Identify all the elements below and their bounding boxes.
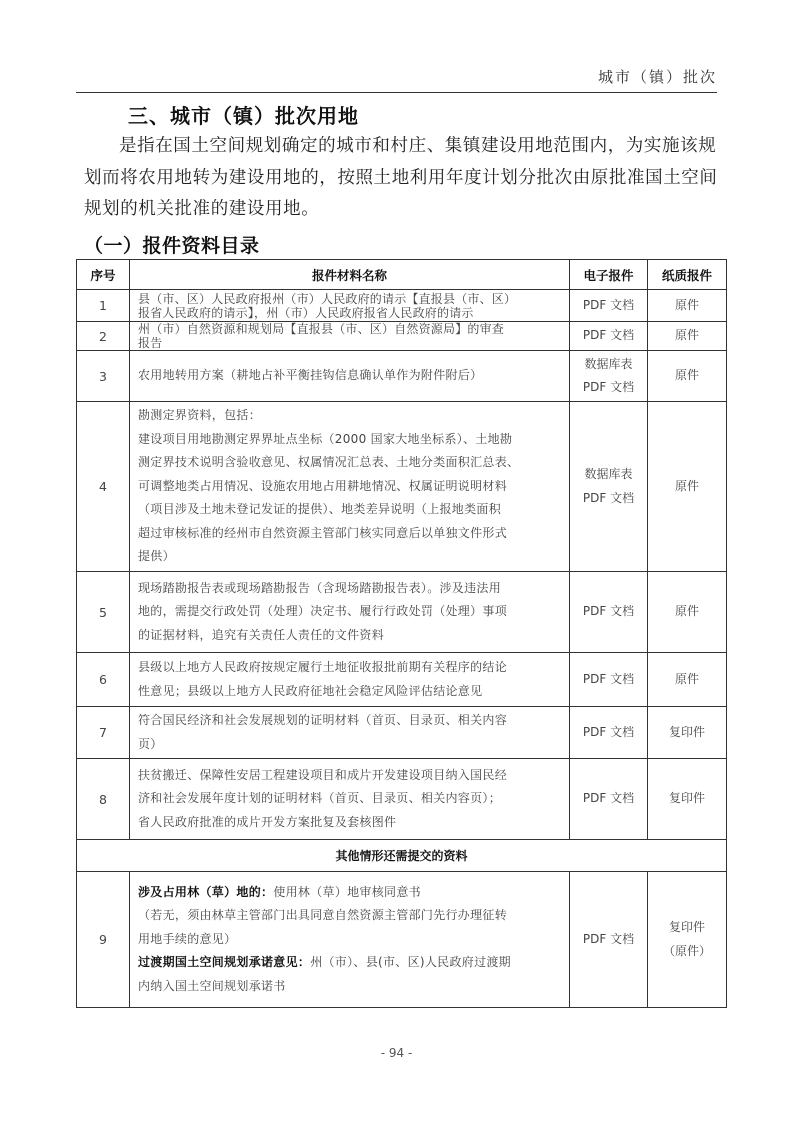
- paper-format-cell: [648, 402, 727, 572]
- table-row: [77, 351, 727, 402]
- material-name-line: 勘测定界资料，包括：: [138, 408, 262, 423]
- material-name-line: 可调整地类占用情况、设施农用地占用耕地情况、权属证明说明材料: [138, 478, 508, 493]
- header-rule: [76, 92, 717, 93]
- electronic-format: 数据库表: [584, 467, 633, 481]
- section-title: 三、城市（镇）批次用地: [128, 104, 359, 128]
- material-name-cell: [130, 322, 570, 351]
- row-number: 9: [77, 872, 130, 1008]
- column-header: 报件材料名称: [130, 260, 570, 290]
- material-name-line: 符合国民经济和社会发展规划的证明材料（首页、目录页、相关内容: [138, 713, 508, 727]
- material-name-cell: [130, 653, 570, 707]
- material-name-line: 济和社会发展年度计划的证明材料（首页、目录页、相关内容页）；: [138, 791, 502, 806]
- material-name-line: 省人民政府批准的成片开发方案批复及套核图件: [138, 814, 397, 829]
- row-number: 7: [77, 707, 130, 759]
- paper-format: 原件: [674, 671, 699, 686]
- paper-format-cell: [648, 351, 727, 402]
- paper-format: 原件: [674, 297, 699, 312]
- paper-format: （原件）: [662, 943, 711, 958]
- paper-format: 原件: [674, 604, 699, 619]
- material-name-line: [138, 881, 561, 905]
- row-number: 1: [77, 290, 130, 322]
- column-header: 纸质报件: [648, 260, 727, 290]
- electronic-format: PDF 文档: [582, 328, 635, 343]
- electronic-format-cell: [570, 322, 648, 351]
- material-name-cell: [130, 759, 570, 840]
- material-name-line: 性意见；县级以上地方人民政府征地社会稳定风险评估结论意见: [138, 683, 483, 698]
- row-number: 8: [77, 759, 130, 840]
- row-number: 4: [77, 402, 130, 572]
- section-row-label: 其他情形还需提交的资料: [77, 840, 727, 872]
- paper-format: 原件: [674, 478, 699, 493]
- material-name-line: 用地手续的意见）: [138, 931, 237, 946]
- material-heading: 涉及占用林（草）地的：: [138, 884, 274, 899]
- material-name-line: 页）: [138, 736, 163, 751]
- material-name-line: （项目涉及土地未登记发证的提供）、地类差异说明（上报地类面积: [138, 502, 502, 517]
- row-number: 2: [77, 322, 130, 351]
- electronic-format: PDF 文档: [582, 604, 635, 619]
- material-name-line: 地的，需提交行政处罚（处理）决定书、履行行政处罚（处理）事项: [138, 604, 508, 619]
- material-name-line: 报告: [138, 336, 163, 350]
- electronic-format-cell: [570, 402, 648, 572]
- table-header-row: [77, 260, 727, 290]
- material-name-line: 测定界技术说明含验收意见、权属情况汇总表、土地分类面积汇总表、: [138, 455, 520, 470]
- material-name-line: 建设项目用地勘测定界界址点坐标（2000 国家大地坐标系）、土地勘: [138, 431, 513, 446]
- table-row: [77, 707, 727, 759]
- electronic-format-cell: [570, 290, 648, 322]
- paper-format-cell: [648, 872, 727, 1008]
- electronic-format-cell: [570, 572, 648, 653]
- electronic-format: PDF 文档: [582, 724, 635, 739]
- electronic-format: PDF 文档: [582, 490, 635, 505]
- paper-format: 原件: [674, 368, 699, 383]
- electronic-format-cell: [570, 872, 648, 1008]
- row-number: 5: [77, 572, 130, 653]
- running-header: 城市（镇）批次: [597, 68, 717, 86]
- electronic-format: PDF 文档: [582, 380, 635, 394]
- material-name-line: （若无，须由林草主管部门出具同意自然资源主管部门先行办理征转: [138, 908, 508, 923]
- table-row: [77, 322, 727, 351]
- electronic-format: PDF 文档: [582, 791, 635, 806]
- material-name-cell: [130, 707, 570, 759]
- material-name-line: 报省人民政府的请示】，州（市）人民政府报省人民政府的请示: [138, 305, 474, 320]
- material-name-line: [138, 951, 561, 975]
- column-header: 序号: [77, 260, 130, 290]
- table-row: [77, 872, 727, 1008]
- table-row: [77, 653, 727, 707]
- paper-format-cell: [648, 707, 727, 759]
- material-name-line: 州（市）自然资源和规划局【直报县（市、区）自然资源局】的审查: [138, 322, 505, 336]
- material-name-line: 扶贫搬迁、保障性安居工程建设项目和成片开发建设项目纳入国民经: [138, 767, 508, 782]
- material-text: 州（市）、县(市、区)人民政府过渡期: [310, 955, 511, 970]
- material-name-line: 现场踏勘报告表或现场踏勘报告（含现场踏勘报告表）。涉及违法用: [138, 580, 502, 595]
- paper-format-cell: [648, 322, 727, 351]
- paper-format-cell: [648, 572, 727, 653]
- material-name-line: 县（市、区）人民政府报州（市）人民政府的请示【直报县（市、区）: [138, 291, 517, 306]
- electronic-format: PDF 文档: [582, 671, 635, 686]
- material-name-cell: [130, 402, 570, 572]
- paper-format: 复印件: [668, 791, 705, 806]
- paper-format: 复印件: [668, 920, 705, 934]
- row-number: 6: [77, 653, 130, 707]
- material-name-cell: [130, 572, 570, 653]
- electronic-format: PDF 文档: [582, 931, 635, 946]
- material-name-line: 农用地转用方案（耕地占补平衡挂钩信息确认单作为附件附后）: [138, 368, 483, 383]
- table-row: [77, 759, 727, 840]
- subsection-title: （一）报件资料目录: [84, 235, 260, 257]
- material-name-line: 内纳入国土空间规划承诺书: [138, 978, 286, 993]
- electronic-format-cell: [570, 653, 648, 707]
- material-name-cell: [130, 872, 570, 1008]
- material-name-line: 县级以上地方人民政府按规定履行土地征收报批前期有关程序的结论: [138, 660, 508, 674]
- paper-format-cell: [648, 290, 727, 322]
- electronic-format: PDF 文档: [582, 297, 635, 312]
- material-name-line: 提供）: [138, 549, 175, 564]
- page-number: - 94 -: [380, 1046, 413, 1060]
- materials-table: [76, 259, 727, 1008]
- column-header: 电子报件: [570, 260, 648, 290]
- intro-paragraph: 是指在国土空间规划确定的城市和村庄、集镇建设用地范围内，为实施该规划而将农用地转为建设用地的，按照土地利用年度计划分批次由原批准国土空间规划的机关批准的建设用地。: [84, 136, 718, 219]
- electronic-format-cell: [570, 351, 648, 402]
- paper-format: 复印件: [668, 724, 705, 739]
- paper-format-cell: [648, 759, 727, 840]
- electronic-format-cell: [570, 759, 648, 840]
- material-name-cell: [130, 290, 570, 322]
- paper-format-cell: [648, 653, 727, 707]
- table-row: [77, 402, 727, 572]
- electronic-format: 数据库表: [584, 356, 633, 371]
- material-name-line: 的证据材料，追究有关责任人责任的文件资料: [138, 627, 385, 642]
- material-name-line: 超过审核标准的经州市自然资源主管部门核实同意后以单独文件形式: [138, 525, 508, 540]
- section-row: [77, 840, 727, 872]
- material-heading: 过渡期国土空间规划承诺意见：: [138, 955, 311, 970]
- row-number: 3: [77, 351, 130, 402]
- table-row: [77, 290, 727, 322]
- table-row: [77, 572, 727, 653]
- material-text: 使用林（草）地审核同意书: [273, 884, 421, 899]
- electronic-format-cell: [570, 707, 648, 759]
- material-name-cell: [130, 351, 570, 402]
- paper-format: 原件: [674, 328, 699, 343]
